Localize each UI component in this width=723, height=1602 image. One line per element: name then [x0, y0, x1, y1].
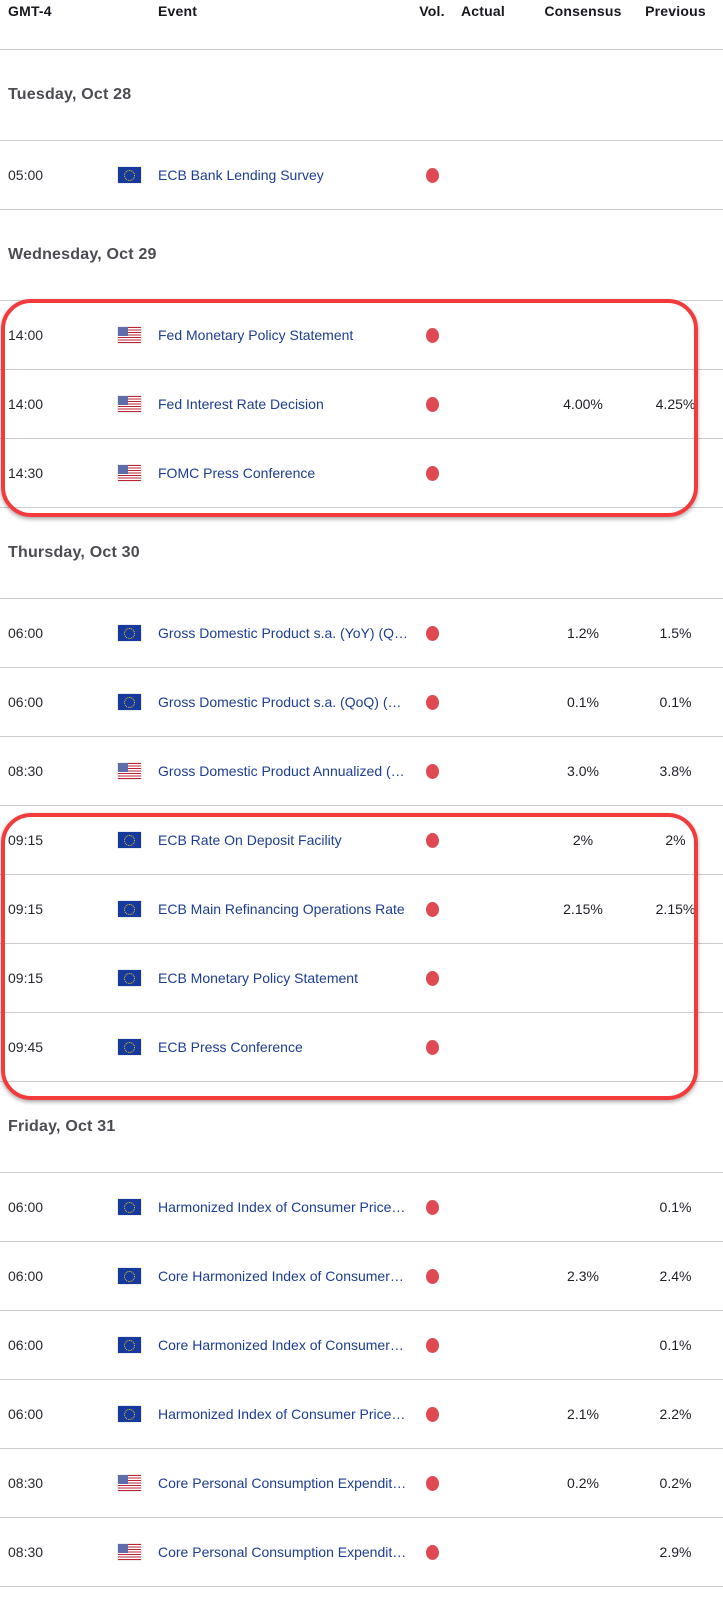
consensus-value: 1.2% [567, 625, 599, 641]
event-link: ECB Main Refinancing Operations Rate [158, 901, 405, 917]
event-time: 08:30 [8, 763, 44, 779]
event-link: ECB Press Conference [158, 1039, 303, 1055]
event-link: Core Harmonized Index of Consumer… [158, 1337, 404, 1353]
us-flag-icon [118, 763, 141, 779]
event-time: 06:00 [8, 625, 44, 641]
eu-flag-icon [118, 1337, 141, 1353]
high-volatility-icon [426, 168, 439, 183]
consensus-value: 4.00% [563, 396, 603, 412]
high-volatility-icon [426, 764, 439, 779]
previous-value: 2.2% [659, 1406, 692, 1422]
high-volatility-icon [426, 397, 439, 412]
consensus-value: 0.1% [567, 694, 599, 710]
eu-flag-icon [118, 694, 141, 710]
day-section-header [0, 50, 723, 141]
column-header-event: Event [158, 3, 198, 19]
us-flag-icon [118, 396, 141, 412]
column-header-timezone: GMT-4 [8, 3, 52, 19]
high-volatility-icon [426, 695, 439, 710]
us-flag-icon [118, 327, 141, 343]
day-section-header [0, 1082, 723, 1173]
previous-value: 0.2% [659, 1475, 692, 1491]
event-time: 14:00 [8, 327, 44, 343]
us-flag-icon [118, 465, 141, 481]
high-volatility-icon [426, 833, 439, 848]
event-row[interactable] [0, 1013, 723, 1082]
day-label: Tuesday, Oct 28 [8, 86, 132, 103]
consensus-value: 2.1% [567, 1406, 599, 1422]
column-header-vol: Vol. [419, 3, 445, 19]
event-link: FOMC Press Conference [158, 465, 316, 481]
high-volatility-icon [426, 971, 439, 986]
eu-flag-icon [118, 1406, 141, 1422]
event-link: Gross Domestic Product Annualized (… [158, 763, 405, 779]
consensus-value: 2.3% [567, 1268, 599, 1284]
event-time: 14:30 [8, 465, 44, 481]
day-label: Friday, Oct 31 [8, 1118, 116, 1135]
event-link: Harmonized Index of Consumer Price… [158, 1199, 406, 1215]
event-link: Core Personal Consumption Expendit… [158, 1475, 407, 1491]
eu-flag-icon [118, 1199, 141, 1215]
event-row[interactable] [0, 944, 723, 1013]
event-time: 06:00 [8, 1337, 44, 1353]
eu-flag-icon [118, 1039, 141, 1055]
column-header-actual: Actual [461, 3, 505, 19]
us-flag-icon [118, 1475, 141, 1491]
event-time: 06:00 [8, 1199, 44, 1215]
event-link: Harmonized Index of Consumer Price… [158, 1406, 406, 1422]
event-time: 14:00 [8, 396, 44, 412]
high-volatility-icon [426, 1269, 439, 1284]
us-flag-icon [118, 1544, 141, 1560]
high-volatility-icon [426, 466, 439, 481]
event-link: Core Personal Consumption Expendit… [158, 1544, 407, 1560]
event-time: 08:30 [8, 1544, 44, 1560]
eu-flag-icon [118, 970, 141, 986]
event-row[interactable] [0, 1173, 723, 1242]
high-volatility-icon [426, 1040, 439, 1055]
event-row[interactable] [0, 1311, 723, 1380]
table-header [0, 0, 723, 50]
event-row[interactable] [0, 141, 723, 210]
event-row[interactable] [0, 1242, 723, 1311]
previous-value: 2.4% [659, 1268, 692, 1284]
day-section-header [0, 210, 723, 301]
high-volatility-icon [426, 1476, 439, 1491]
event-time: 06:00 [8, 694, 44, 710]
event-link: ECB Bank Lending Survey [158, 167, 324, 183]
consensus-value: 3.0% [567, 763, 599, 779]
event-row[interactable] [0, 1518, 723, 1587]
high-volatility-icon [426, 328, 439, 343]
event-link: Core Harmonized Index of Consumer… [158, 1268, 404, 1284]
previous-value: 2% [665, 832, 686, 848]
column-header-previous: Previous [645, 3, 706, 19]
high-volatility-icon [426, 1338, 439, 1353]
previous-value: 0.1% [659, 1199, 692, 1215]
eu-flag-icon [118, 625, 141, 641]
event-row[interactable] [0, 737, 723, 806]
eu-flag-icon [118, 1268, 141, 1284]
event-time: 05:00 [8, 167, 44, 183]
day-label: Wednesday, Oct 29 [8, 246, 157, 263]
high-volatility-icon [426, 1200, 439, 1215]
previous-value: 3.8% [659, 763, 692, 779]
event-row[interactable] [0, 875, 723, 944]
event-row[interactable] [0, 599, 723, 668]
consensus-value: 2.15% [563, 901, 603, 917]
high-volatility-icon [426, 626, 439, 641]
previous-value: 0.1% [659, 694, 692, 710]
previous-value: 0.1% [659, 1337, 692, 1353]
high-volatility-icon [426, 1407, 439, 1422]
previous-value: 2.15% [655, 901, 696, 917]
event-time: 09:15 [8, 970, 44, 986]
eu-flag-icon [118, 901, 141, 917]
event-row[interactable] [0, 439, 723, 508]
event-row[interactable] [0, 370, 723, 439]
eu-flag-icon [118, 167, 141, 183]
high-volatility-icon [426, 1545, 439, 1560]
event-row[interactable] [0, 806, 723, 875]
eu-flag-icon [118, 832, 141, 848]
event-link: ECB Monetary Policy Statement [158, 970, 358, 986]
event-row[interactable] [0, 668, 723, 737]
event-time: 09:15 [8, 832, 44, 848]
event-time: 09:15 [8, 901, 44, 917]
column-header-consensus: Consensus [544, 3, 622, 19]
day-section-header [0, 508, 723, 599]
consensus-value: 0.2% [567, 1475, 599, 1491]
event-row[interactable] [0, 1380, 723, 1449]
event-link: Fed Interest Rate Decision [158, 396, 324, 412]
high-volatility-icon [426, 902, 439, 917]
event-time: 06:00 [8, 1406, 44, 1422]
day-label: Thursday, Oct 30 [8, 544, 140, 561]
event-row[interactable] [0, 1449, 723, 1518]
event-link: Fed Monetary Policy Statement [158, 327, 354, 343]
previous-value: 2.9% [659, 1544, 692, 1560]
event-time: 06:00 [8, 1268, 44, 1284]
previous-value: 4.25% [655, 396, 696, 412]
event-link: ECB Rate On Deposit Facility [158, 832, 342, 848]
event-link: Gross Domestic Product s.a. (QoQ) (… [158, 694, 402, 710]
event-time: 09:45 [8, 1039, 44, 1055]
event-link: Gross Domestic Product s.a. (YoY) (Q… [158, 625, 408, 641]
previous-value: 1.5% [659, 625, 692, 641]
event-row[interactable] [0, 301, 723, 370]
event-time: 08:30 [8, 1475, 44, 1491]
consensus-value: 2% [572, 832, 594, 848]
